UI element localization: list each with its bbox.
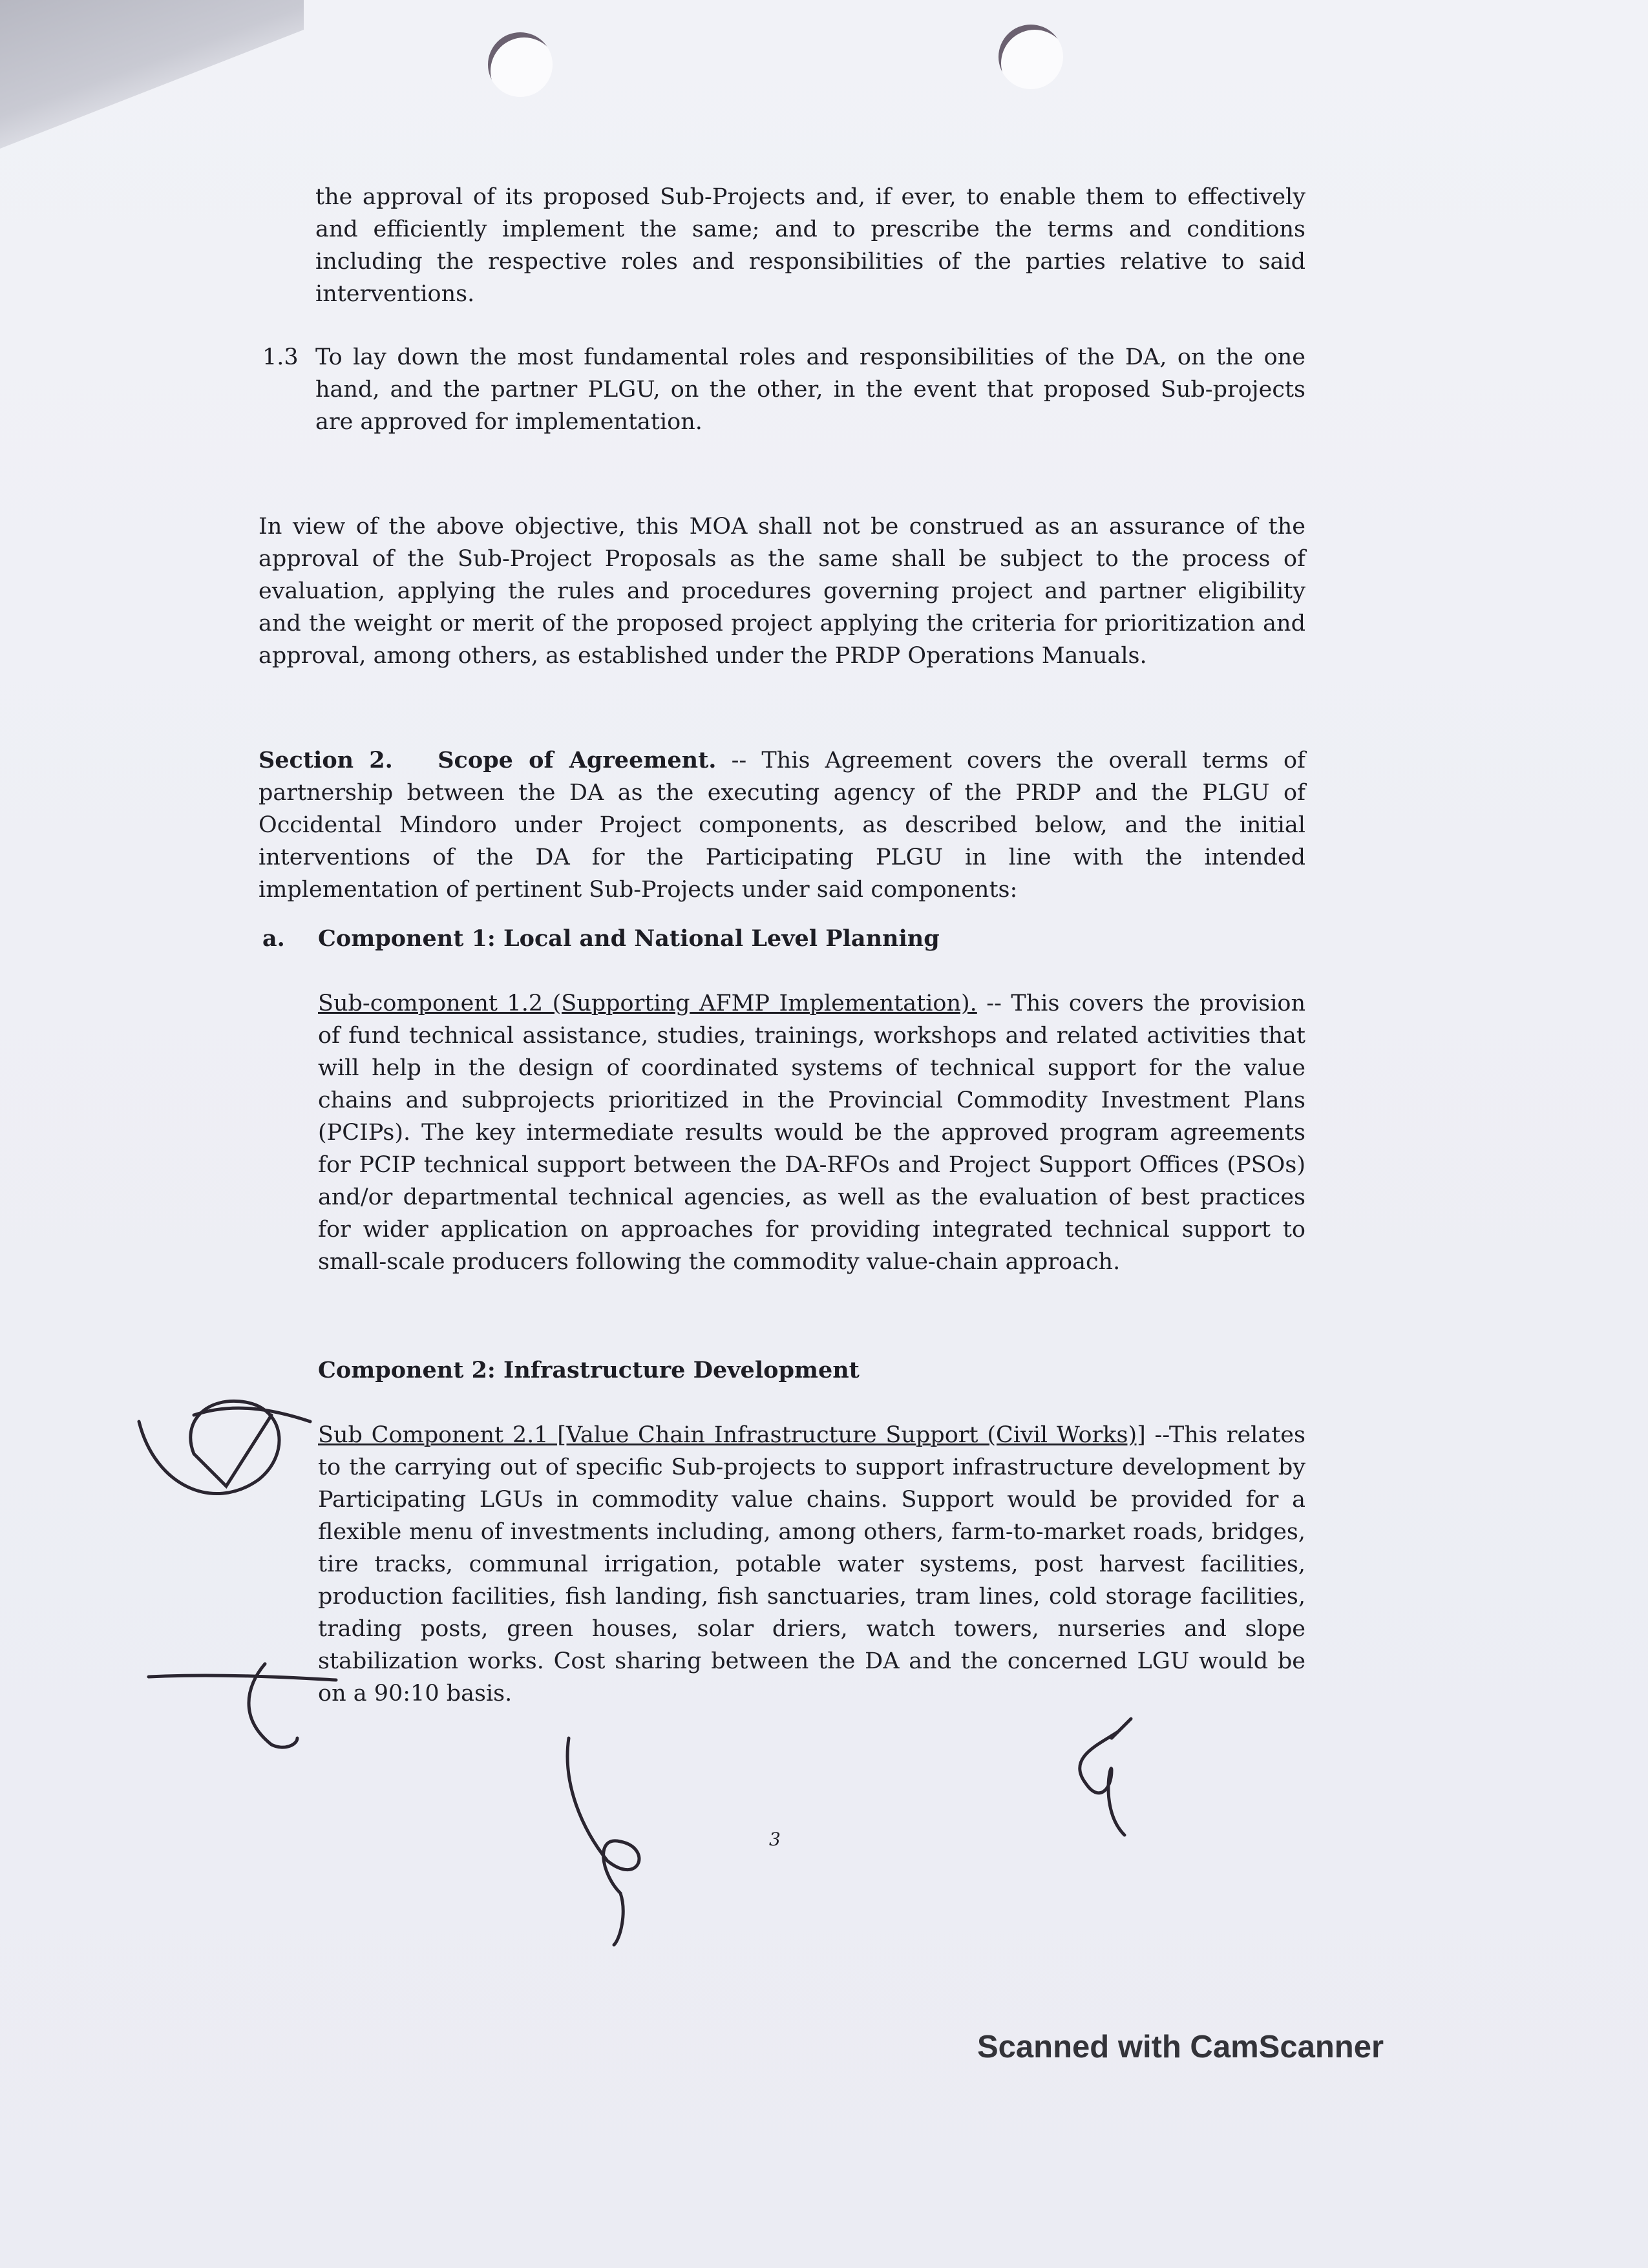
item-text: To lay down the most fundamental roles and responsibilities of the DA, on the one hand, and the partner PLGU, on the other, in the event that proposed Sub-projects are approved for implementation. xyxy=(315,344,1305,435)
subcomponent-2-1 xyxy=(318,1419,1305,1710)
component-letter: a. xyxy=(262,925,285,952)
component-1-title: Component 1: Local and National Level Planning xyxy=(318,925,940,952)
subcomponent-1-2-title: Sub-component 1.2 (Supporting AFMP Implementation). xyxy=(318,991,977,1016)
section-2 xyxy=(259,744,1305,906)
initial-mark-3 xyxy=(567,1738,639,1945)
page-number: 3 xyxy=(769,1829,781,1850)
initial-mark-4 xyxy=(1080,1719,1131,1835)
folded-corner xyxy=(0,0,304,149)
subcomponent-1-2 xyxy=(318,987,1305,1278)
subcomponent-2-1-title: Sub Component 2.1 [Value Chain Infrastructure Support (Civil Works)] xyxy=(318,1422,1146,1448)
component-1-heading xyxy=(259,923,1305,955)
paragraph-in-view: In view of the above objective, this MOA shall not be construed as an assurance of the approval of the Sub-Project Proposals as the same shall be subject to the process of evaluation, applying the rules and procedures governing project and partner eligibility and the weight or merit of the proposed project applying the criteria for prioritization and approval, among others, as established under the PRDP Operations Manuals. xyxy=(259,514,1305,669)
camscanner-watermark: Scanned with CamScanner xyxy=(977,2030,1384,2064)
document-body xyxy=(259,181,1305,1710)
punch-hole-right xyxy=(998,25,1063,89)
subcomponent-2-1-text: --This relates to the carrying out of specific Sub-projects to support infrastructure development by Participating LGUs in commodity value chains. Support would be provided for a flexible menu of investments including, among others, farm-to-market roads, bridges, tire tracks, communal irrigation, potable water systems, post harvest facilities, production facilities, fish landing, fish sanctuaries, tram lines, cold storage facilities, trading posts, green houses, solar driers, watch towers, nurseries and slope stabilization works. Cost sharing between the DA and the concerned LGU would be on a 90:10 basis. xyxy=(318,1422,1305,1706)
item-number: 1.3 xyxy=(262,344,299,370)
punch-hole-left xyxy=(488,32,553,97)
subcomponent-1-2-text: -- This covers the provision of fund technical assistance, studies, trainings, workshops and related activities that will help in the design of coordinated systems of technical support for the value chains and subprojects prioritized in the Provincial Commodity Investment Plans (PCIPs). The key intermediate results would be the approved program agreements for PCIP technical support between the DA-RFOs and Project Support Offices (PSOs) and/or departmental technical agencies, as well as the evaluation of best practices for wider application on approaches for providing integrated technical support to small-scale producers following the commodity value-chain approach. xyxy=(318,991,1306,1275)
list-item-1-3 xyxy=(259,341,1305,438)
component-2-title: Component 2: Infrastructure Development xyxy=(318,1357,860,1383)
paragraph-approval: the approval of its proposed Sub-Projects and, if ever, to enable them to effectively and efficiently implement the same; and to prescribe the terms and conditions including the respective roles and responsibilities of the parties relative to said interventions. xyxy=(315,184,1305,307)
section-label: Section 2. xyxy=(259,747,393,773)
section-title: Scope of Agreement. xyxy=(438,747,717,773)
section-text: -- This Agreement covers the overall terms of partnership between the DA as the executing agency of the PRDP and the PLGU of Occidental Mindoro under Project components, as described below, and the initial interventions of the DA for the Participating PLGU in line with the intended implementation of pertinent Sub-Projects under said components: xyxy=(259,748,1305,903)
